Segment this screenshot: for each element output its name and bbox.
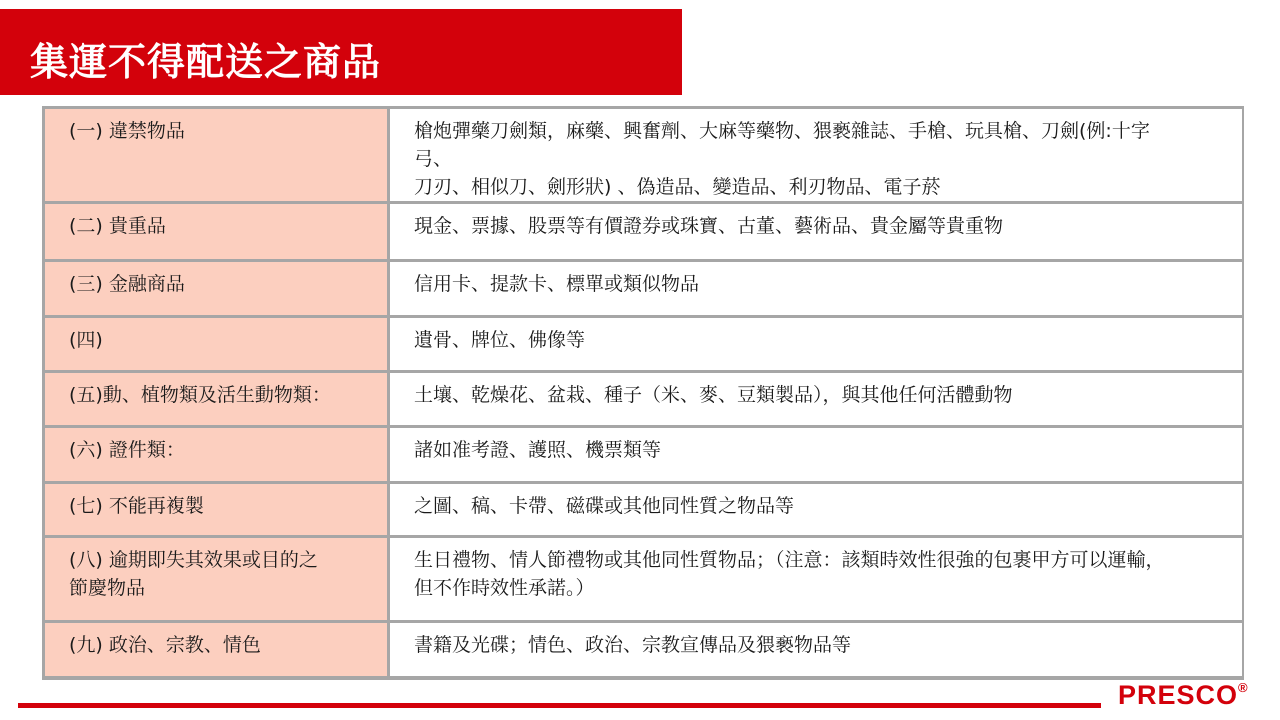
category-label: (八) 逾期即失其效果或目的之 [69, 549, 318, 571]
category-label: (九) 政治、宗教、情色 [69, 634, 261, 656]
category-label: (五)動、植物類及活生動物類： [69, 384, 331, 406]
footer-divider [18, 703, 1101, 708]
logo-text: PRESCO [1118, 680, 1239, 710]
table-row [45, 537, 1242, 622]
items-cell [389, 203, 1243, 261]
category-label: (一) 違禁物品 [69, 120, 185, 142]
items-text: 槍炮彈藥刀劍類，麻藥、興奮劑、大麻等藥物、猥褻雜誌、手槍、玩具槍、刀劍(例:十字 [414, 120, 1150, 142]
category-label: (六) 證件類： [69, 439, 185, 461]
category-label: 節慶物品 [69, 577, 146, 599]
items-text: 生日禮物、情人節禮物或其他同性質物品；（注意：該類時效性很強的包裹甲方可以運輸， [414, 549, 1165, 571]
category-cell [45, 537, 389, 622]
category-cell [45, 372, 389, 427]
category-cell [45, 483, 389, 537]
items-text: 諸如准考證、護照、機票類等 [414, 439, 662, 461]
items-text: 之圖、稿、卡帶、磁碟或其他同性質之物品等 [414, 495, 795, 517]
presco-logo [1118, 680, 1249, 711]
items-text: 刀刃、相似刀、劍形狀) 、偽造品、變造品、利刃物品、電子菸 [414, 176, 941, 198]
table-row [45, 372, 1242, 427]
items-text: 土壤、乾燥花、盆栽、種子（米、麥、豆類製品），與其他任何活體動物 [414, 384, 1013, 406]
registered-mark: ® [1238, 680, 1249, 695]
prohibited-items-table-frame [42, 106, 1244, 680]
items-cell [389, 317, 1243, 372]
items-text: 信用卡、提款卡、標單或類似物品 [414, 273, 700, 295]
prohibited-items-table [45, 109, 1242, 676]
page-title: 集運不得配送之商品 [30, 40, 382, 84]
title-banner [0, 9, 682, 95]
table-row [45, 203, 1242, 261]
category-cell [45, 317, 389, 372]
items-cell [389, 622, 1243, 676]
category-cell [45, 261, 389, 317]
items-cell [389, 537, 1243, 622]
category-cell [45, 203, 389, 261]
items-cell [389, 261, 1243, 317]
items-text: 書籍及光碟；情色、政治、宗教宣傳品及猥褻物品等 [414, 634, 852, 656]
items-text: 弓、 [414, 148, 453, 170]
category-cell [45, 427, 389, 483]
table-row [45, 109, 1242, 203]
table-row [45, 427, 1242, 483]
category-cell [45, 109, 389, 203]
category-label: (七) 不能再複製 [69, 495, 204, 517]
items-cell [389, 109, 1243, 203]
table-row [45, 261, 1242, 317]
category-label: (二) 貴重品 [69, 215, 166, 237]
items-text: 現金、票據、股票等有價證券或珠寶、古董、藝術品、貴金屬等貴重物 [414, 215, 1004, 237]
items-cell [389, 372, 1243, 427]
category-cell [45, 622, 389, 676]
items-cell [389, 427, 1243, 483]
items-cell [389, 483, 1243, 537]
category-label: (四) [69, 329, 103, 351]
table-row [45, 317, 1242, 372]
table-row [45, 483, 1242, 537]
category-label: (三) 金融商品 [69, 273, 185, 295]
items-text: 遺骨、牌位、佛像等 [414, 329, 586, 351]
table-row [45, 622, 1242, 676]
items-text: 但不作時效性承諾。） [414, 577, 595, 599]
